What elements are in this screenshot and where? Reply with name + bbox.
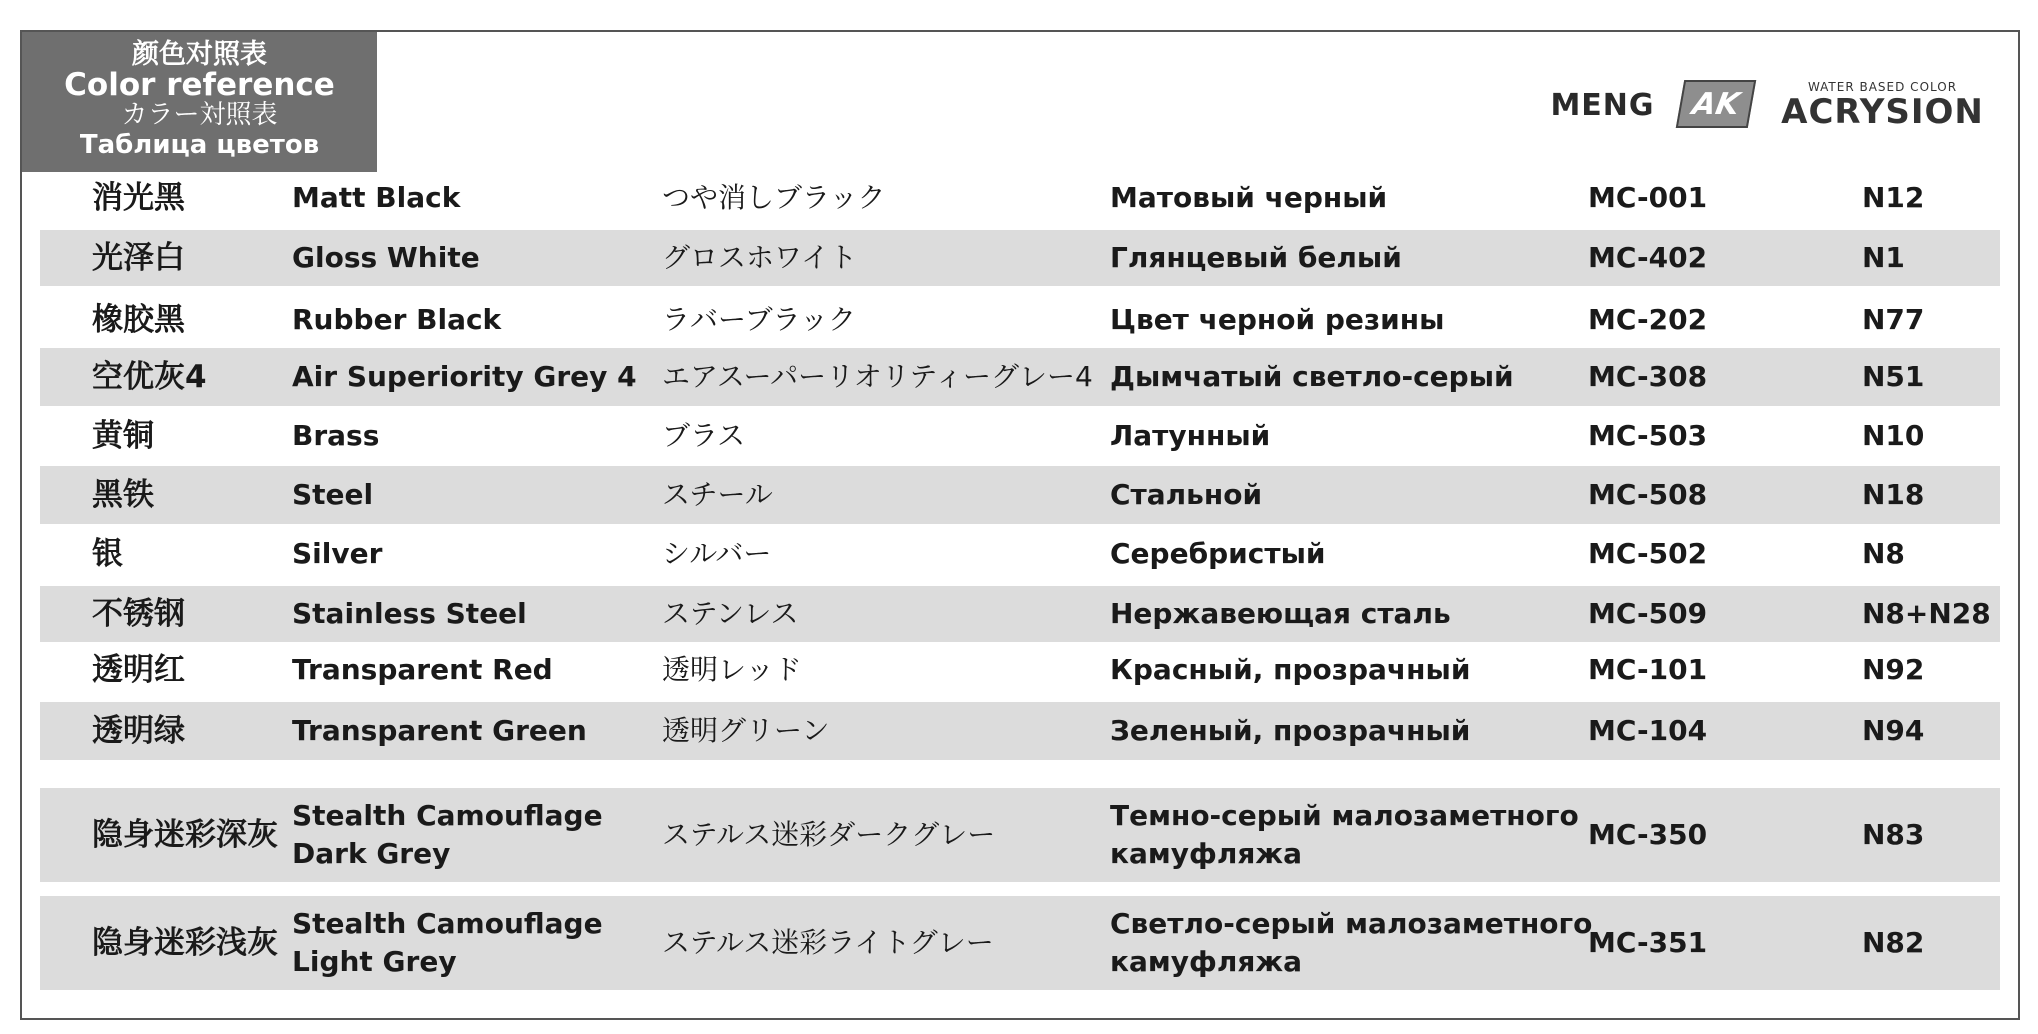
n-code-cell xyxy=(1862,896,2012,990)
russian-name-cell xyxy=(1110,526,1630,582)
table-row xyxy=(40,172,2000,224)
table-row xyxy=(40,586,2000,642)
english-name: Brass xyxy=(292,419,380,452)
mc-code: MC-351 xyxy=(1588,926,1708,959)
chinese-name: 透明红 xyxy=(92,652,185,688)
english-name: Transparent Green xyxy=(292,714,587,747)
chinese-name-cell xyxy=(92,702,287,760)
ak-logo xyxy=(1676,80,1756,128)
russian-name: Нержавеющая сталь xyxy=(1110,597,1451,630)
chinese-name-cell xyxy=(92,896,287,990)
mc-code-cell xyxy=(1588,788,1758,882)
meng-logo-text: MENG xyxy=(1550,87,1655,123)
mc-code-cell xyxy=(1588,348,1758,406)
japanese-name: ラバーブラック xyxy=(662,303,857,336)
japanese-name: 透明グリーン xyxy=(662,714,830,747)
chinese-name: 空优灰4 xyxy=(92,359,207,395)
n-code-cell xyxy=(1862,172,2012,224)
color-reference-header xyxy=(22,32,377,172)
mc-code-cell xyxy=(1588,172,1758,224)
table-row xyxy=(40,526,2000,582)
chinese-name: 不锈钢 xyxy=(92,596,185,632)
chinese-name-cell xyxy=(92,586,287,642)
russian-name: Светло-серый малозаметного камуфляжа xyxy=(1110,907,1593,978)
chinese-name: 隐身迷彩浅灰 xyxy=(92,925,278,961)
mc-code-cell xyxy=(1588,526,1758,582)
table-row xyxy=(40,408,2000,464)
n-code: N92 xyxy=(1862,653,1925,686)
header-title-en: Color reference xyxy=(64,67,335,103)
n-code: N82 xyxy=(1862,926,1925,959)
header-title-zh: 颜色对照表 xyxy=(132,39,267,70)
n-code-cell xyxy=(1862,292,2012,348)
mc-code-cell xyxy=(1588,702,1758,760)
n-code-cell xyxy=(1862,230,2012,286)
russian-name: Зеленый, прозрачный xyxy=(1110,714,1471,747)
russian-name-cell xyxy=(1110,466,1630,524)
mc-code: MC-402 xyxy=(1588,241,1708,274)
n-code: N77 xyxy=(1862,303,1925,336)
japanese-name-cell xyxy=(662,172,1107,224)
n-code: N12 xyxy=(1862,181,1925,214)
japanese-name: シルバー xyxy=(662,537,772,570)
n-code-cell xyxy=(1862,526,2012,582)
japanese-name-cell xyxy=(662,644,1107,696)
english-name: Stainless Steel xyxy=(292,597,527,630)
japanese-name-cell xyxy=(662,408,1107,464)
acrysion-logo xyxy=(1780,80,1985,130)
mc-code-cell xyxy=(1588,230,1758,286)
japanese-name-cell xyxy=(662,788,1107,882)
english-name-cell xyxy=(292,292,667,348)
table-row xyxy=(40,466,2000,524)
japanese-name-cell xyxy=(662,526,1107,582)
meng-logo xyxy=(1545,80,1660,130)
russian-name: Серебристый xyxy=(1110,537,1326,570)
n-code: N1 xyxy=(1862,241,1905,274)
english-name-cell xyxy=(292,526,667,582)
n-code: N10 xyxy=(1862,419,1925,452)
japanese-name: ブラス xyxy=(662,419,746,452)
mc-code: MC-503 xyxy=(1588,419,1708,452)
mc-code: MC-001 xyxy=(1588,181,1708,214)
mc-code: MC-502 xyxy=(1588,537,1708,570)
russian-name-cell xyxy=(1110,644,1630,696)
russian-name-cell xyxy=(1110,172,1630,224)
japanese-name-cell xyxy=(662,292,1107,348)
mc-code: MC-509 xyxy=(1588,597,1708,630)
english-name-cell xyxy=(292,230,667,286)
russian-name: Стальной xyxy=(1110,478,1263,511)
chinese-name-cell xyxy=(92,644,287,696)
russian-name-cell xyxy=(1110,348,1630,406)
english-name-cell xyxy=(292,466,667,524)
mc-code: MC-202 xyxy=(1588,303,1708,336)
russian-name: Красный, прозрачный xyxy=(1110,653,1471,686)
chinese-name-cell xyxy=(92,466,287,524)
mc-code-cell xyxy=(1588,292,1758,348)
japanese-name-cell xyxy=(662,230,1107,286)
n-code-cell xyxy=(1862,408,2012,464)
japanese-name: つや消しブラック xyxy=(662,181,886,214)
chinese-name: 透明绿 xyxy=(92,713,185,749)
japanese-name: ステンレス xyxy=(662,597,799,630)
mc-code-cell xyxy=(1588,644,1758,696)
table-row xyxy=(40,644,2000,696)
chinese-name-cell xyxy=(92,230,287,286)
russian-name: Дымчатый светло-серый xyxy=(1110,360,1514,393)
chinese-name: 黄铜 xyxy=(92,418,154,454)
chinese-name: 消光黑 xyxy=(92,180,185,216)
n-code: N83 xyxy=(1862,818,1925,851)
chinese-name: 隐身迷彩深灰 xyxy=(92,817,278,853)
chinese-name: 银 xyxy=(92,536,123,572)
english-name: Matt Black xyxy=(292,181,461,214)
english-name-cell xyxy=(292,702,667,760)
japanese-name: 透明レッド xyxy=(662,653,802,686)
english-name: Rubber Black xyxy=(292,303,502,336)
english-name-cell xyxy=(292,644,667,696)
ak-logo-text: AK xyxy=(1689,86,1743,122)
table-row xyxy=(40,702,2000,760)
japanese-name-cell xyxy=(662,348,1107,406)
n-code: N51 xyxy=(1862,360,1925,393)
table-row xyxy=(40,348,2000,406)
n-code: N94 xyxy=(1862,714,1925,747)
n-code-cell xyxy=(1862,586,2012,642)
english-name: Steel xyxy=(292,478,374,511)
english-name-cell xyxy=(292,788,667,882)
chinese-name-cell xyxy=(92,526,287,582)
n-code-cell xyxy=(1862,702,2012,760)
japanese-name-cell xyxy=(662,896,1107,990)
english-name: Gloss White xyxy=(292,241,480,274)
english-name-cell xyxy=(292,408,667,464)
n-code: N18 xyxy=(1862,478,1925,511)
russian-name-cell xyxy=(1110,702,1630,760)
russian-name-cell xyxy=(1110,408,1630,464)
table-row xyxy=(40,230,2000,286)
chinese-name: 黑铁 xyxy=(92,477,154,513)
mc-code-cell xyxy=(1588,408,1758,464)
japanese-name-cell xyxy=(662,586,1107,642)
mc-code-cell xyxy=(1588,466,1758,524)
russian-name-cell xyxy=(1110,292,1630,348)
table-row xyxy=(40,788,2000,882)
english-name: Transparent Red xyxy=(292,653,553,686)
n-code-cell xyxy=(1862,788,2012,882)
russian-name-cell xyxy=(1110,230,1630,286)
russian-name: Цвет черной резины xyxy=(1110,303,1445,336)
english-name-cell xyxy=(292,172,667,224)
japanese-name-cell xyxy=(662,466,1107,524)
chinese-name-cell xyxy=(92,408,287,464)
n-code: N8+N28 xyxy=(1862,597,1991,630)
russian-name-cell xyxy=(1110,896,1630,990)
russian-name: Темно-серый малозаметного камуфляжа xyxy=(1110,799,1579,870)
n-code: N8 xyxy=(1862,537,1905,570)
english-name-cell xyxy=(292,896,667,990)
chinese-name-cell xyxy=(92,172,287,224)
english-name: Stealth Camouflage Light Grey xyxy=(292,907,603,978)
header-title-ja: カラー対照表 xyxy=(121,100,278,130)
japanese-name: グロスホワイト xyxy=(662,241,858,274)
table-row xyxy=(40,896,2000,990)
english-name: Air Superiority Grey 4 xyxy=(292,360,637,393)
mc-code: MC-350 xyxy=(1588,818,1708,851)
japanese-name: ステルス迷彩ライトグレー xyxy=(662,926,994,959)
n-code-cell xyxy=(1862,644,2012,696)
japanese-name: スチール xyxy=(662,478,773,511)
russian-name: Матовый черный xyxy=(1110,181,1388,214)
japanese-name: ステルス迷彩ダークグレー xyxy=(662,818,996,851)
header-title-ru: Таблица цветов xyxy=(79,130,320,160)
chinese-name: 光泽白 xyxy=(92,240,185,276)
mc-code: MC-101 xyxy=(1588,653,1708,686)
english-name: Silver xyxy=(292,537,383,570)
russian-name-cell xyxy=(1110,788,1630,882)
chinese-name-cell xyxy=(92,292,287,348)
n-code-cell xyxy=(1862,466,2012,524)
acrysion-subtitle: WATER BASED COLOR xyxy=(1807,80,1958,94)
english-name: Stealth Camouflage Dark Grey xyxy=(292,799,603,870)
acrysion-wordmark: ACRYSION xyxy=(1781,92,1984,132)
table-row xyxy=(40,292,2000,348)
japanese-name: エアスーパーリオリティーグレー4 xyxy=(662,360,1093,393)
mc-code: MC-104 xyxy=(1588,714,1708,747)
russian-name: Латунный xyxy=(1110,419,1271,452)
mc-code-cell xyxy=(1588,586,1758,642)
n-code-cell xyxy=(1862,348,2012,406)
chinese-name: 橡胶黑 xyxy=(92,302,185,338)
english-name-cell xyxy=(292,348,667,406)
japanese-name-cell xyxy=(662,702,1107,760)
english-name-cell xyxy=(292,586,667,642)
mc-code: MC-308 xyxy=(1588,360,1708,393)
mc-code: MC-508 xyxy=(1588,478,1708,511)
russian-name-cell xyxy=(1110,586,1630,642)
russian-name: Глянцевый белый xyxy=(1110,241,1402,274)
chinese-name-cell xyxy=(92,348,287,406)
chinese-name-cell xyxy=(92,788,287,882)
mc-code-cell xyxy=(1588,896,1758,990)
